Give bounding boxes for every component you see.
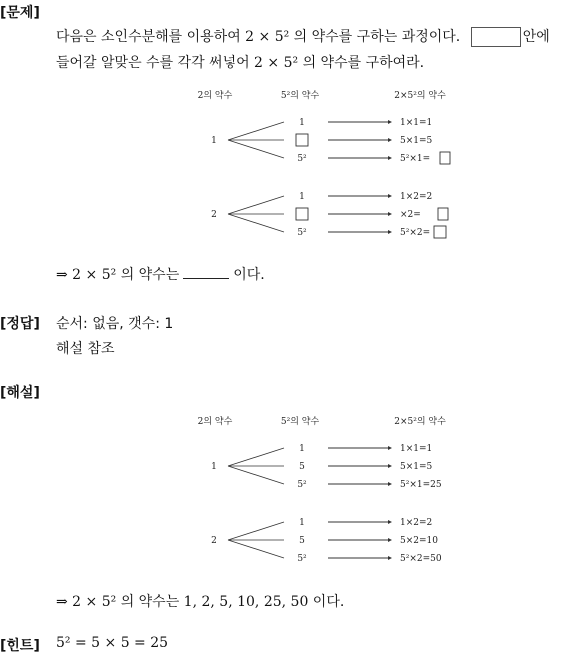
answer-label: [정답] xyxy=(0,316,40,332)
problem-conclusion xyxy=(56,264,265,284)
branch-line xyxy=(228,522,284,540)
column-header: 2의 약수 xyxy=(197,91,233,101)
middle-divisor: 1 xyxy=(299,192,305,202)
arrow-head xyxy=(388,482,392,486)
arrow-head xyxy=(388,120,392,124)
product-result: 5×1=5 xyxy=(400,462,433,472)
product-result: ×2= xyxy=(400,210,421,220)
blank-box xyxy=(296,134,308,146)
branch-line xyxy=(228,466,284,484)
arrow-head xyxy=(388,446,392,450)
middle-divisor: 5 xyxy=(299,462,305,472)
product-result: 1×1=1 xyxy=(400,444,433,454)
arrow-head xyxy=(388,464,392,468)
column-header: 5²의 약수 xyxy=(280,417,320,427)
problem-label: [문제] xyxy=(0,5,40,21)
root-divisor: 1 xyxy=(211,462,217,472)
branch-line xyxy=(228,122,284,140)
product-result: 5²×2=50 xyxy=(400,554,442,564)
answer-blank-box xyxy=(471,27,521,47)
arrow-head xyxy=(388,194,392,198)
product-result: 1×2=2 xyxy=(400,192,433,202)
middle-divisor: 5² xyxy=(297,228,307,238)
root-divisor: 2 xyxy=(211,210,217,220)
divisor-tree-diagram-explanation xyxy=(0,412,587,572)
problem-line-1-tail: 안에 xyxy=(522,29,550,45)
middle-divisor: 5 xyxy=(299,536,305,546)
arrow-head xyxy=(388,212,392,216)
arrow-head xyxy=(388,520,392,524)
column-header: 2의 약수 xyxy=(197,417,233,427)
product-result: 5²×1= xyxy=(400,154,431,164)
middle-divisor: 1 xyxy=(299,444,305,454)
column-header: 2×5²의 약수 xyxy=(394,91,446,101)
blank-box xyxy=(434,226,446,238)
blank-box xyxy=(438,208,448,220)
arrow-head xyxy=(388,156,392,160)
arrow-head xyxy=(388,556,392,560)
product-result: 1×1=1 xyxy=(400,118,433,128)
problem-line-1-text: 다음은 소인수분해를 이용하여 2 × 5² 의 약수를 구하는 과정이다. xyxy=(56,29,461,45)
branch-line xyxy=(228,140,284,158)
branch-line xyxy=(228,540,284,558)
middle-divisor: 5² xyxy=(297,554,307,564)
hint-label: [힌트] xyxy=(0,638,40,654)
arrow-head xyxy=(388,538,392,542)
product-result: 5²×2= xyxy=(400,228,431,238)
conclusion-blank xyxy=(183,266,229,279)
column-header: 5²의 약수 xyxy=(280,91,320,101)
blank-box xyxy=(440,152,450,164)
root-divisor: 2 xyxy=(211,536,217,546)
blank-box xyxy=(296,208,308,220)
branch-line xyxy=(228,448,284,466)
arrow-head xyxy=(388,230,392,234)
explanation-conclusion: ⇒ 2 × 5² 의 약수는 1, 2, 5, 10, 25, 50 이다. xyxy=(56,594,345,610)
arrow-head xyxy=(388,138,392,142)
branch-line xyxy=(228,214,284,232)
middle-divisor: 1 xyxy=(299,518,305,528)
divisor-tree-diagram-problem xyxy=(0,86,587,246)
answer-line-1: 순서: 없음, 갯수: 1 xyxy=(56,316,174,332)
problem-conclusion-text: ⇒ 2 × 5² 의 약수는 xyxy=(56,267,180,283)
column-header: 2×5²의 약수 xyxy=(394,417,446,427)
problem-line-1 xyxy=(56,26,550,47)
product-result: 5×2=10 xyxy=(400,536,438,546)
middle-divisor: 5² xyxy=(297,154,307,164)
root-divisor: 1 xyxy=(211,136,217,146)
problem-conclusion-tail: 이다. xyxy=(233,267,265,283)
branch-line xyxy=(228,196,284,214)
hint-text: 5² = 5 × 5 = 25 xyxy=(56,635,169,651)
product-result: 5×1=5 xyxy=(400,136,433,146)
answer-line-2: 해설 참조 xyxy=(56,341,115,357)
middle-divisor: 1 xyxy=(299,118,305,128)
explanation-label: [해설] xyxy=(0,385,40,401)
problem-line-2: 들어갈 알맞은 수를 각각 써넣어 2 × 5² 의 약수를 구하여라. xyxy=(56,55,425,71)
middle-divisor: 5² xyxy=(297,480,307,490)
product-result: 5²×1=25 xyxy=(400,480,442,490)
product-result: 1×2=2 xyxy=(400,518,433,528)
